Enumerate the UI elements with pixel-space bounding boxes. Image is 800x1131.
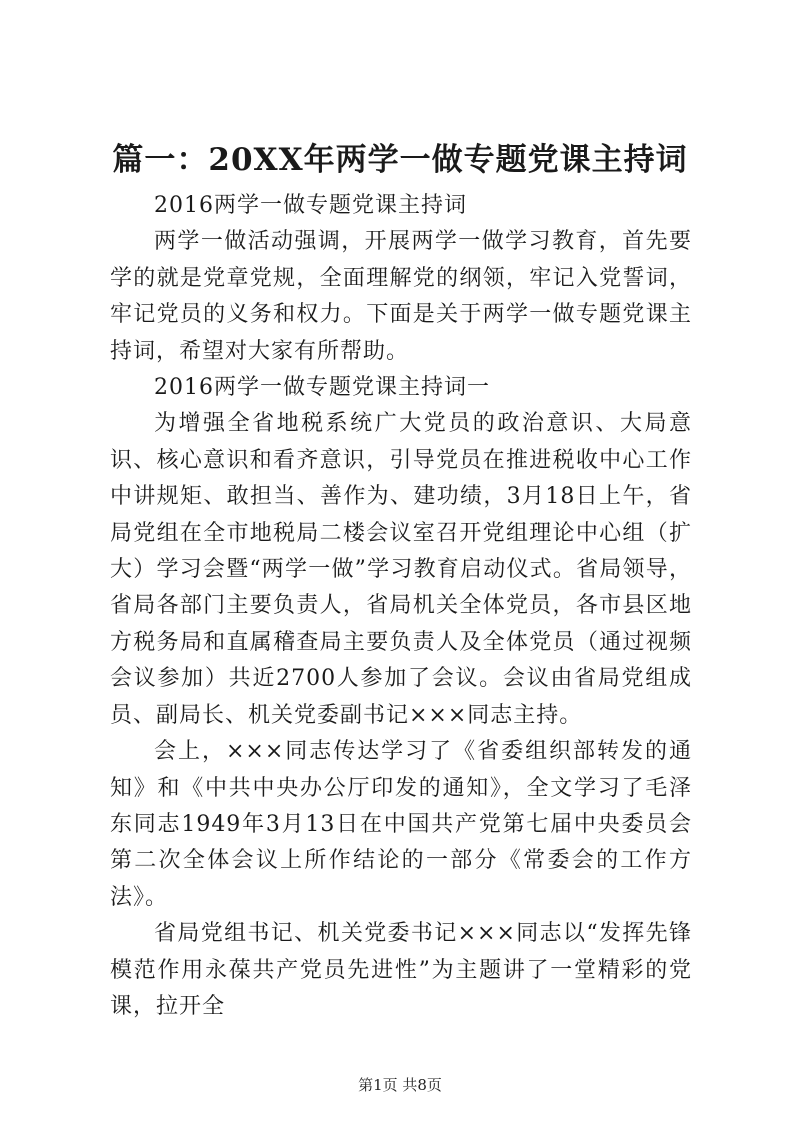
document-body: [110, 188, 692, 1025]
paragraph: 2016两学一做专题党课主持词: [154, 193, 467, 218]
document-title: 篇一：20XX年两学一做专题党课主持词: [112, 142, 688, 178]
paragraph: 省局党组书记、机关党委书记×××同志以“发挥先锋模范作用永葆共产党员先进性”为主题讲了一堂精彩的党课，拉开全: [110, 921, 692, 1019]
paragraph: 两学一做活动强调，开展两学一做学习教育，首先要学的就是党章党规，全面理解党的纲领，牢记入党誓词，牢记党员的义务和权力。下面是关于两学一做专题党课主持词，希望对大家有所帮助。: [110, 229, 692, 364]
paragraph: 会上，×××同志传达学习了《省委组织部转发的通知》和《中共中央办公厅印发的通知》，全文学习了毛泽东同志1949年3月13日在中国共产党第七届中央委员会第二次全体会议上所作结论的一部分《常委会的工作方法》。: [110, 739, 692, 910]
paragraph: 为增强全省地税系统广大党员的政治意识、大局意识、核心意识和看齐意识，引导党员在推进税收中心工作中讲规矩、敢担当、善作为、建功绩，3月18日上午，省局党组在全市地税局二楼会议室召开党组理论中心组（扩大）学习会暨“两学一做”学习教育启动仪式。省局领导，省局各部门主要负责人，省局机关全体党员，各市县区地方税务局和直属稽查局主要负责人及全体党员（通过视频会议参加）共近2700人参加了会议。会议由省局党组成员、副局长、机关党委副书记×××同志主持。: [110, 411, 692, 728]
page-footer: 第1页 共8页: [358, 1076, 442, 1094]
paragraph: 2016两学一做专题党课主持词一: [154, 375, 490, 401]
